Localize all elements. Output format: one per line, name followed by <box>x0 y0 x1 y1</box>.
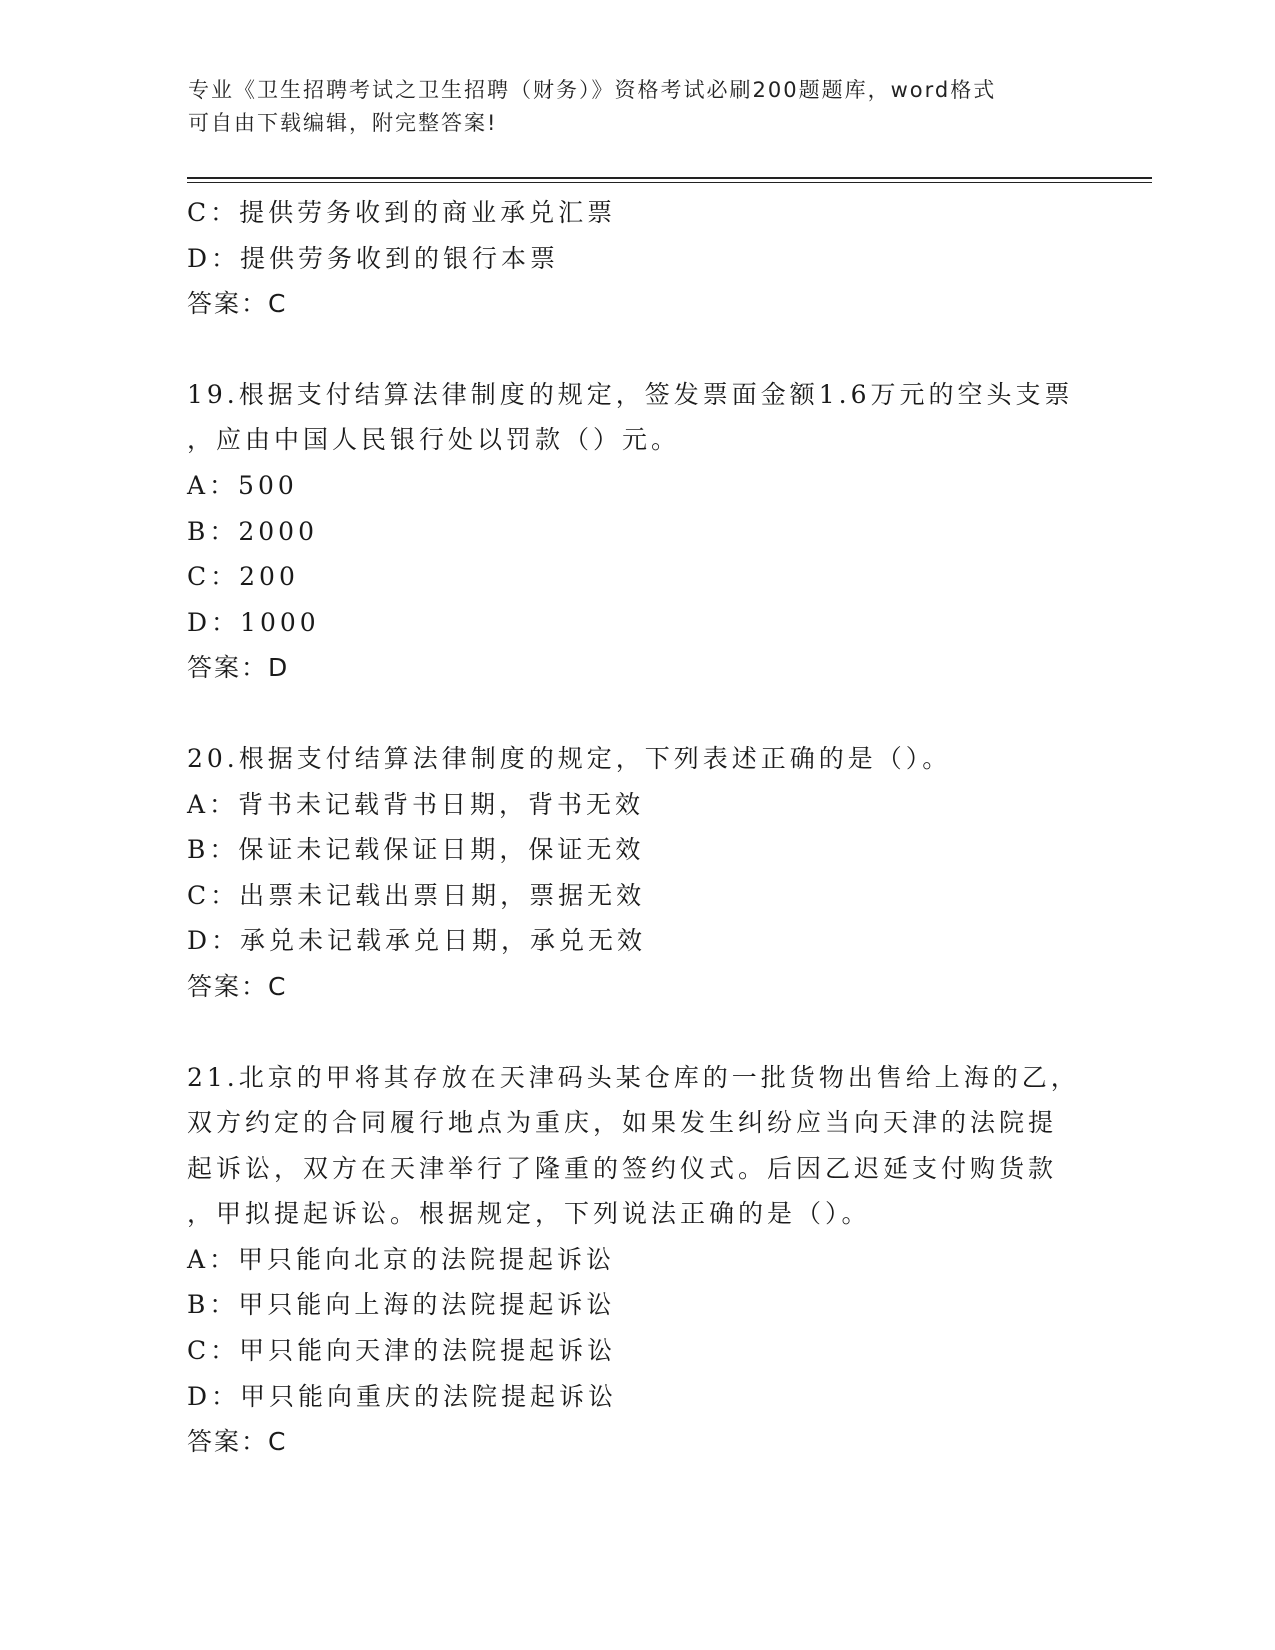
option-b: B：甲只能向上海的法院提起诉讼 <box>187 1290 616 1320</box>
option-d: D：承兑未记载承兑日期，承兑无效 <box>187 926 647 956</box>
question-stem-line: ，甲拟提起诉讼。根据规定，下列说法正确的是（）。 <box>187 1199 871 1229</box>
answer: 答案：C <box>187 289 288 319</box>
header-line-1: 专业《卫生招聘考试之卫生招聘（财务）》资格考试必刷200题题库，word格式 <box>188 78 997 102</box>
option-c: C：提供劳务收到的商业承兑汇票 <box>187 198 617 227</box>
answer: 答案：C <box>187 1427 288 1457</box>
header-divider-thin <box>187 182 1152 183</box>
option-b: B：保证未记载保证日期，保证无效 <box>187 835 645 865</box>
question-21 <box>187 1055 1087 1465</box>
question-19 <box>187 372 1087 691</box>
question-stem-line: 起诉讼，双方在天津举行了隆重的签约仪式。后因乙迟延支付购货款 <box>187 1153 1058 1183</box>
option-a: A：500 <box>187 470 298 500</box>
option-d: D：甲只能向重庆的法院提起诉讼 <box>187 1381 618 1411</box>
answer: 答案：C <box>187 971 288 1001</box>
answer: 答案：D <box>187 653 290 683</box>
question-stem-line: 19.根据支付结算法律制度的规定，签发票面金额1.6万元的空头支票 <box>187 379 1074 409</box>
header-line-2: 可自由下载编辑，附完整答案! <box>188 111 498 135</box>
option-b: B：2000 <box>187 516 318 546</box>
option-c: C：200 <box>187 562 299 592</box>
option-c: C：甲只能向天津的法院提起诉讼 <box>187 1336 617 1366</box>
question-stem-line: ，应由中国人民银行处以罚款（）元。 <box>187 425 681 455</box>
option-c: C：出票未记载出票日期，票据无效 <box>187 880 646 910</box>
option-d: D：1000 <box>187 607 320 637</box>
option-a: A：背书未记载背书日期，背书无效 <box>187 789 645 819</box>
question-stem-line: 双方约定的合同履行地点为重庆，如果发生纠纷应当向天津的法院提 <box>187 1108 1058 1138</box>
question-stem-line: 21.北京的甲将其存放在天津码头某仓库的一批货物出售给上海的乙， <box>187 1062 1080 1092</box>
question-20 <box>187 736 1087 1010</box>
header-divider-thick <box>187 177 1152 179</box>
option-a: A：甲只能向北京的法院提起诉讼 <box>187 1244 616 1274</box>
document-body <box>187 190 1087 1465</box>
question-18-tail <box>187 190 1087 327</box>
document-header <box>188 74 1068 140</box>
option-d: D：提供劳务收到的银行本票 <box>187 243 560 273</box>
question-stem-line: 20.根据支付结算法律制度的规定，下列表述正确的是（）。 <box>187 743 952 773</box>
